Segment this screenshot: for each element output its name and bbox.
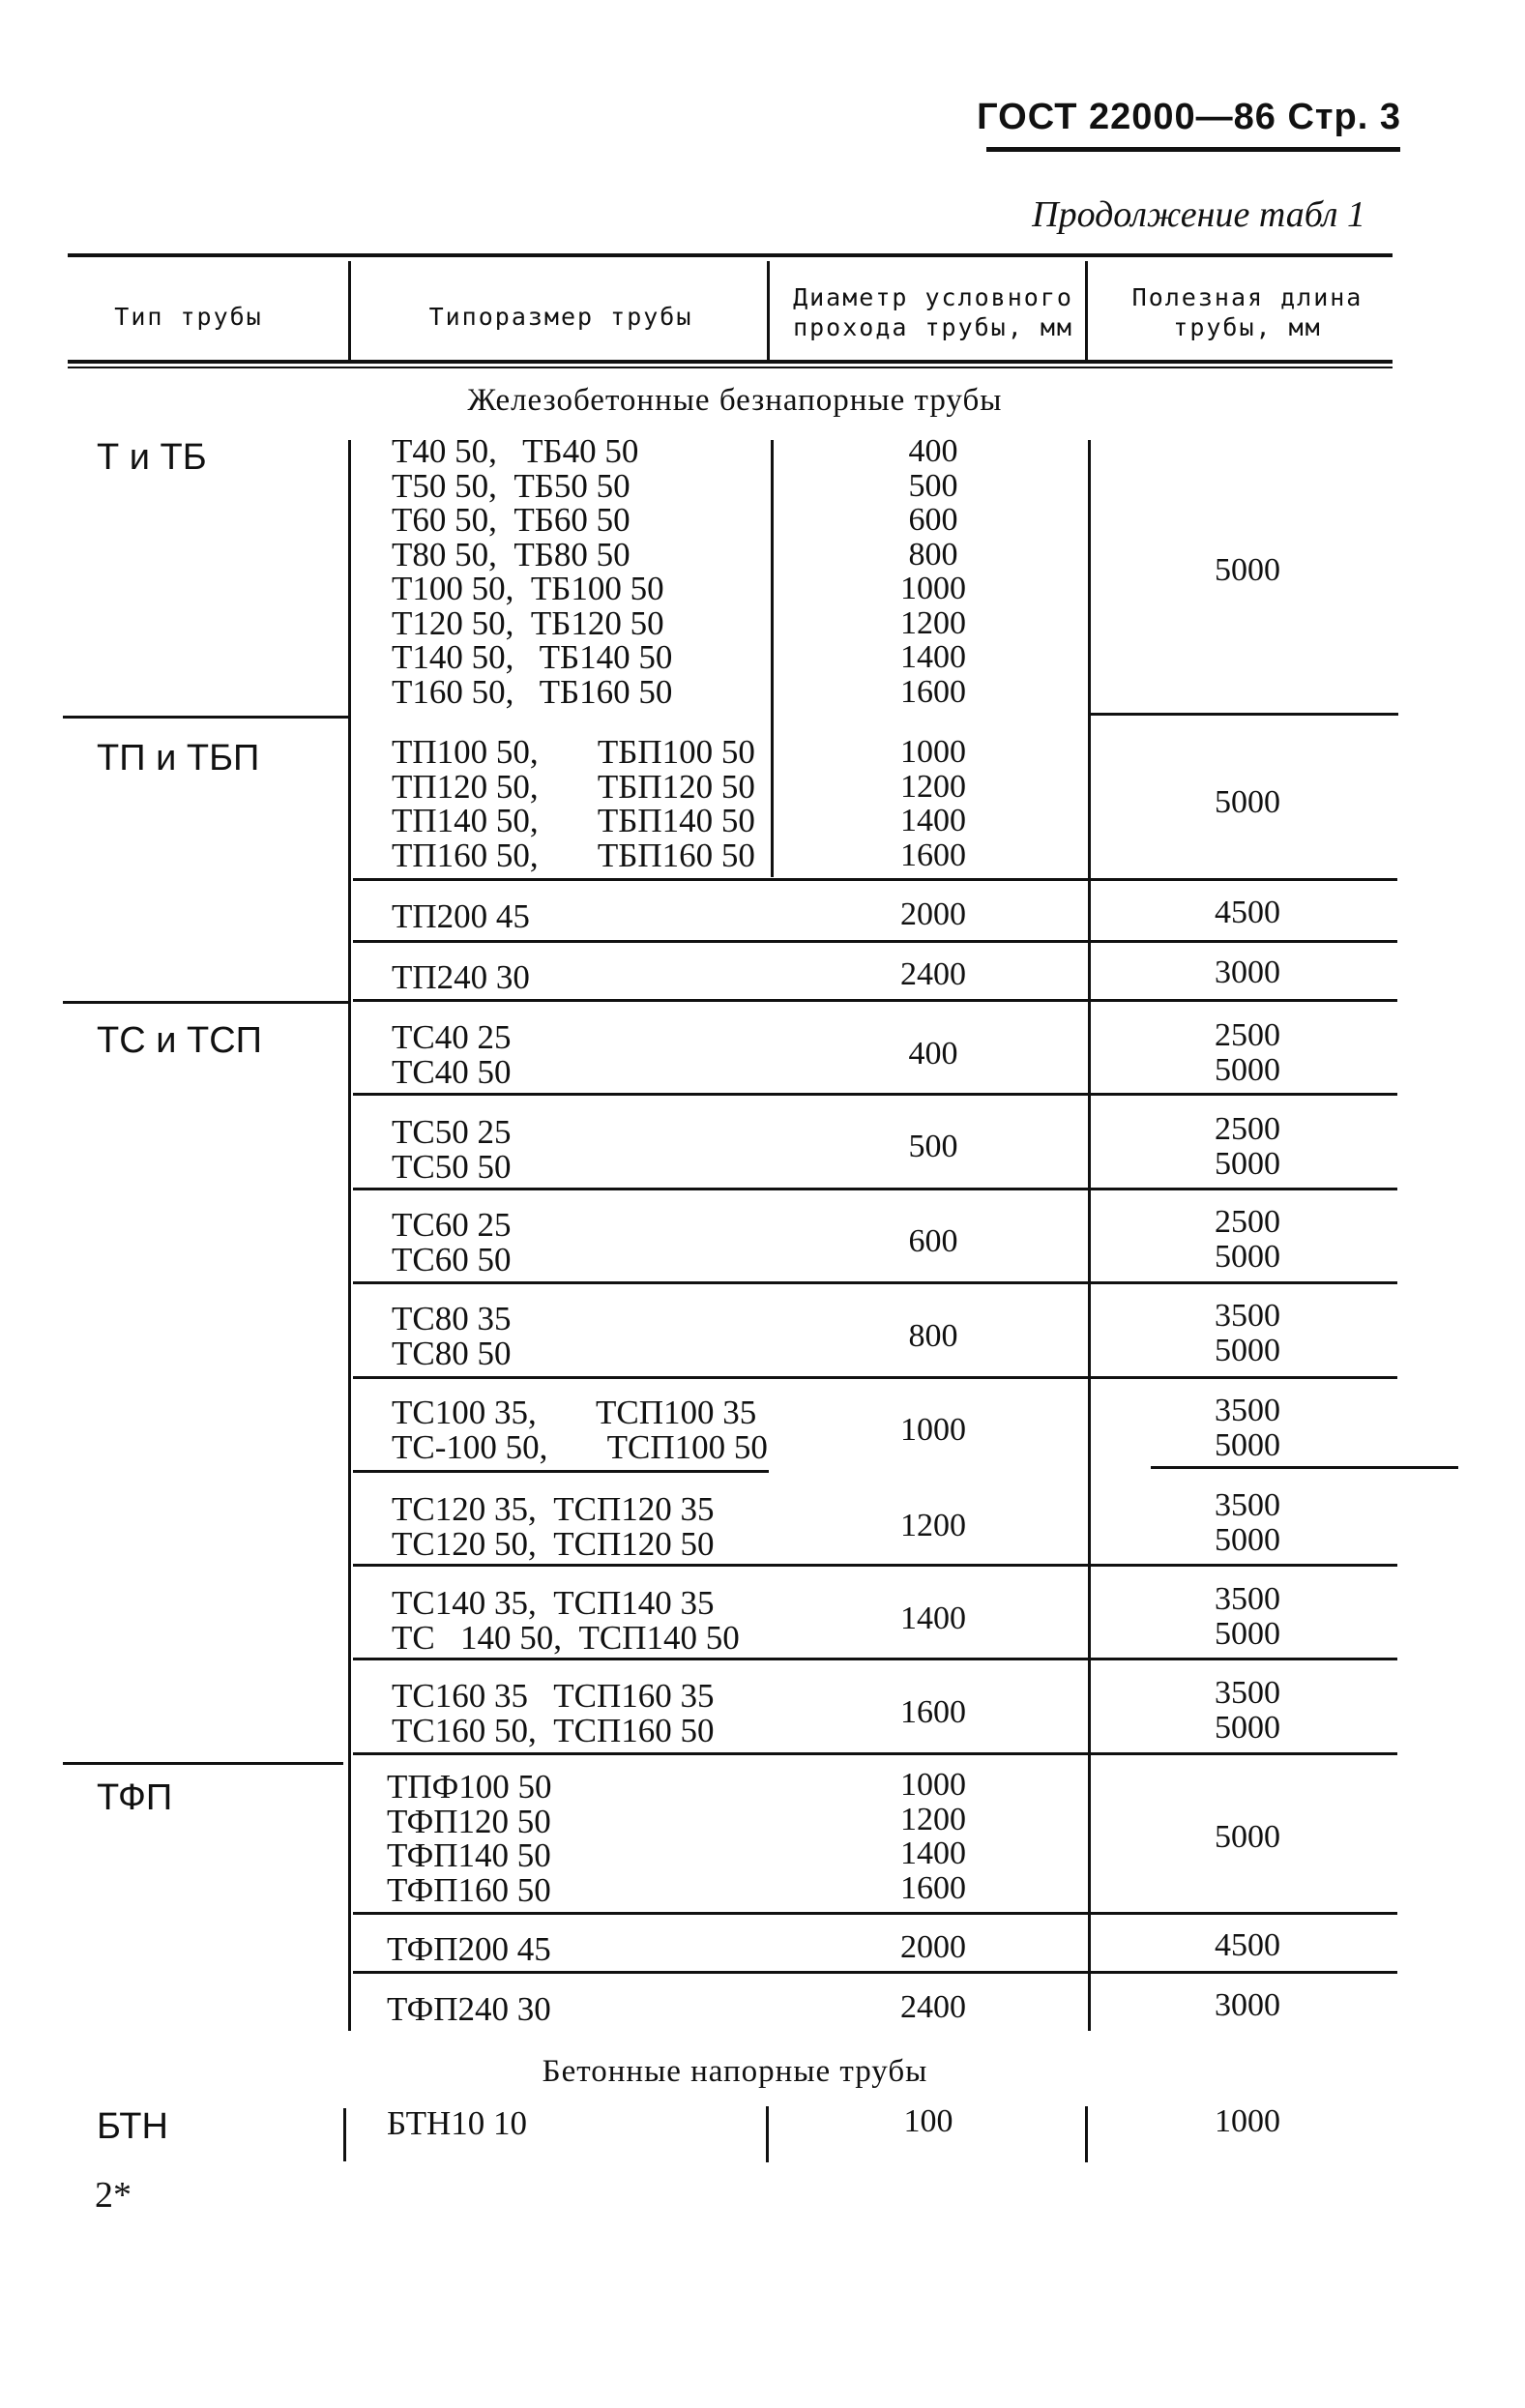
footer-mark: 2* [95, 2175, 132, 2216]
pipe-type-label: Т и ТБ [97, 437, 207, 478]
row-rule [353, 1912, 1397, 1915]
model-column-border [343, 2108, 346, 2161]
length-value: 2500 5000 [1215, 1017, 1280, 1088]
diameter-list: 500 [908, 1129, 958, 1164]
diameter-list: 100 [903, 2103, 953, 2139]
model-list: ТП200 45 [392, 897, 530, 935]
diameter-list: 600 [908, 1223, 958, 1259]
diameter-list: 1000 [900, 1412, 966, 1448]
model-column-border [348, 440, 351, 2031]
column-header-length: Полезная длина трубы, мм [1131, 283, 1364, 342]
model-list: ТС160 35 ТСП160 35 ТС160 50, ТСП160 50 [392, 1677, 715, 1749]
diameter-list: 400 [908, 1036, 958, 1072]
length-value: 2500 5000 [1215, 1111, 1280, 1182]
row-rule [353, 1752, 1397, 1755]
model-list: ТП240 30 [392, 958, 530, 996]
length-value: 3000 [1215, 954, 1280, 990]
row-rule [353, 1971, 1397, 1974]
row-rule [353, 1564, 1397, 1567]
header-vertical-divider [767, 261, 770, 360]
length-value: 4500 [1215, 1927, 1280, 1963]
row-rule [353, 1658, 1397, 1660]
length-value: 5000 [1215, 784, 1280, 820]
type-separator [63, 716, 348, 719]
diameter-list: 2400 [900, 1989, 966, 2025]
length-value: 3500 5000 [1215, 1675, 1280, 1746]
pipe-type-label: БТН [97, 2106, 168, 2147]
pipe-type-label: ТФП [97, 1777, 173, 1818]
header-vertical-divider [348, 261, 351, 360]
row-rule [353, 1188, 1397, 1190]
diameter-column-border [771, 440, 774, 877]
model-list: ТС100 35, ТСП100 35 ТС-100 50, ТСП100 50 [392, 1394, 768, 1466]
length-value: 2500 5000 [1215, 1204, 1280, 1275]
model-list: ТС50 25 ТС50 50 [392, 1113, 512, 1186]
model-list: ТС120 35, ТСП120 35 ТС120 50, ТСП120 50 [392, 1490, 715, 1563]
diameter-list: 2000 [900, 896, 966, 932]
length-value: 1000 [1215, 2103, 1280, 2139]
length-value: 4500 [1215, 895, 1280, 930]
model-list: ТФП200 45 [387, 1930, 551, 1968]
column-header-type: Тип трубы [114, 303, 263, 331]
diameter-list: 1600 [900, 1694, 966, 1730]
row-rule [353, 999, 1397, 1002]
length-value: 3500 5000 [1215, 1298, 1280, 1368]
row-rule [1151, 1466, 1458, 1469]
length-value: 5000 [1215, 552, 1280, 588]
length-column-border [1085, 2106, 1088, 2162]
table-continuation-note: Продолжение табл 1 [1032, 194, 1365, 235]
diameter-column-border [766, 2106, 769, 2162]
diameter-list: 1400 [900, 1600, 966, 1636]
diameter-list: 800 [908, 1318, 958, 1354]
diameter-list: 400 500 600 800 1000 1200 1400 1600 [900, 433, 966, 710]
row-rule [353, 1470, 769, 1473]
pipe-type-label: ТС и ТСП [97, 1020, 262, 1061]
diameter-list: 1000 1200 1400 1600 [900, 734, 966, 873]
diameter-list: 1000 1200 1400 1600 [900, 1767, 966, 1906]
length-value: 3500 5000 [1215, 1581, 1280, 1652]
length-value: 5000 [1215, 1819, 1280, 1855]
model-list: ТС60 25 ТС60 50 [392, 1206, 512, 1278]
model-list: Т40 50, ТБ40 50 Т50 50, ТБ50 50 Т60 50, ТБ60 50 Т80 50, ТБ80 50 Т100 50, ТБ100 50 Т120 50, ТБ120 50 Т140 50, ТБ140 50 Т160 50, ТБ160 50 [392, 432, 673, 711]
column-header-diameter: Диаметр условного прохода трубы, мм [793, 283, 1073, 342]
row-rule [353, 940, 1397, 943]
model-list: ТС140 35, ТСП140 35 ТС 140 50, ТСП140 50 [392, 1584, 740, 1657]
length-value: 3000 [1215, 1987, 1280, 2023]
column-header-model: Типоразмер трубы [428, 303, 693, 331]
model-list: ТС40 25 ТС40 50 [392, 1018, 512, 1091]
row-rule [353, 1376, 1397, 1379]
model-list: БТН10 10 [387, 2104, 528, 2142]
diameter-list: 2400 [900, 956, 966, 992]
header-vertical-divider [1085, 261, 1088, 360]
type-separator [63, 1001, 348, 1004]
length-column-border [1088, 440, 1091, 2031]
header-rule [986, 147, 1400, 152]
diameter-list: 2000 [900, 1929, 966, 1965]
pipe-type-label: ТП и ТБП [97, 738, 260, 778]
section-title: Железобетонные безнапорные трубы [467, 383, 1003, 418]
length-value: 3500 5000 [1215, 1487, 1280, 1558]
model-list: ТП100 50, ТБП100 50 ТП120 50, ТБП120 50 ТП140 50, ТБП140 50 ТП160 50, ТБП160 50 [392, 733, 755, 874]
length-value: 3500 5000 [1215, 1393, 1280, 1463]
type-separator [63, 1762, 343, 1765]
section-title: Бетонные напорные трубы [542, 2054, 928, 2089]
row-rule [353, 1093, 1397, 1096]
model-list: ТФП240 30 [387, 1990, 551, 2028]
model-list: ТС80 35 ТС80 50 [392, 1300, 512, 1372]
model-list: ТПФ100 50 ТФП120 50 ТФП140 50 ТФП160 50 [387, 1768, 552, 1909]
page-header: ГОСТ 22000—86 Стр. 3 [977, 97, 1401, 137]
header-bottom-rule [68, 367, 1393, 368]
diameter-list: 1200 [900, 1508, 966, 1543]
header-bottom-rule [68, 360, 1393, 364]
row-rule [353, 1281, 1397, 1284]
row-rule [1091, 713, 1398, 716]
row-rule [353, 878, 1397, 881]
table-top-rule [68, 253, 1393, 257]
